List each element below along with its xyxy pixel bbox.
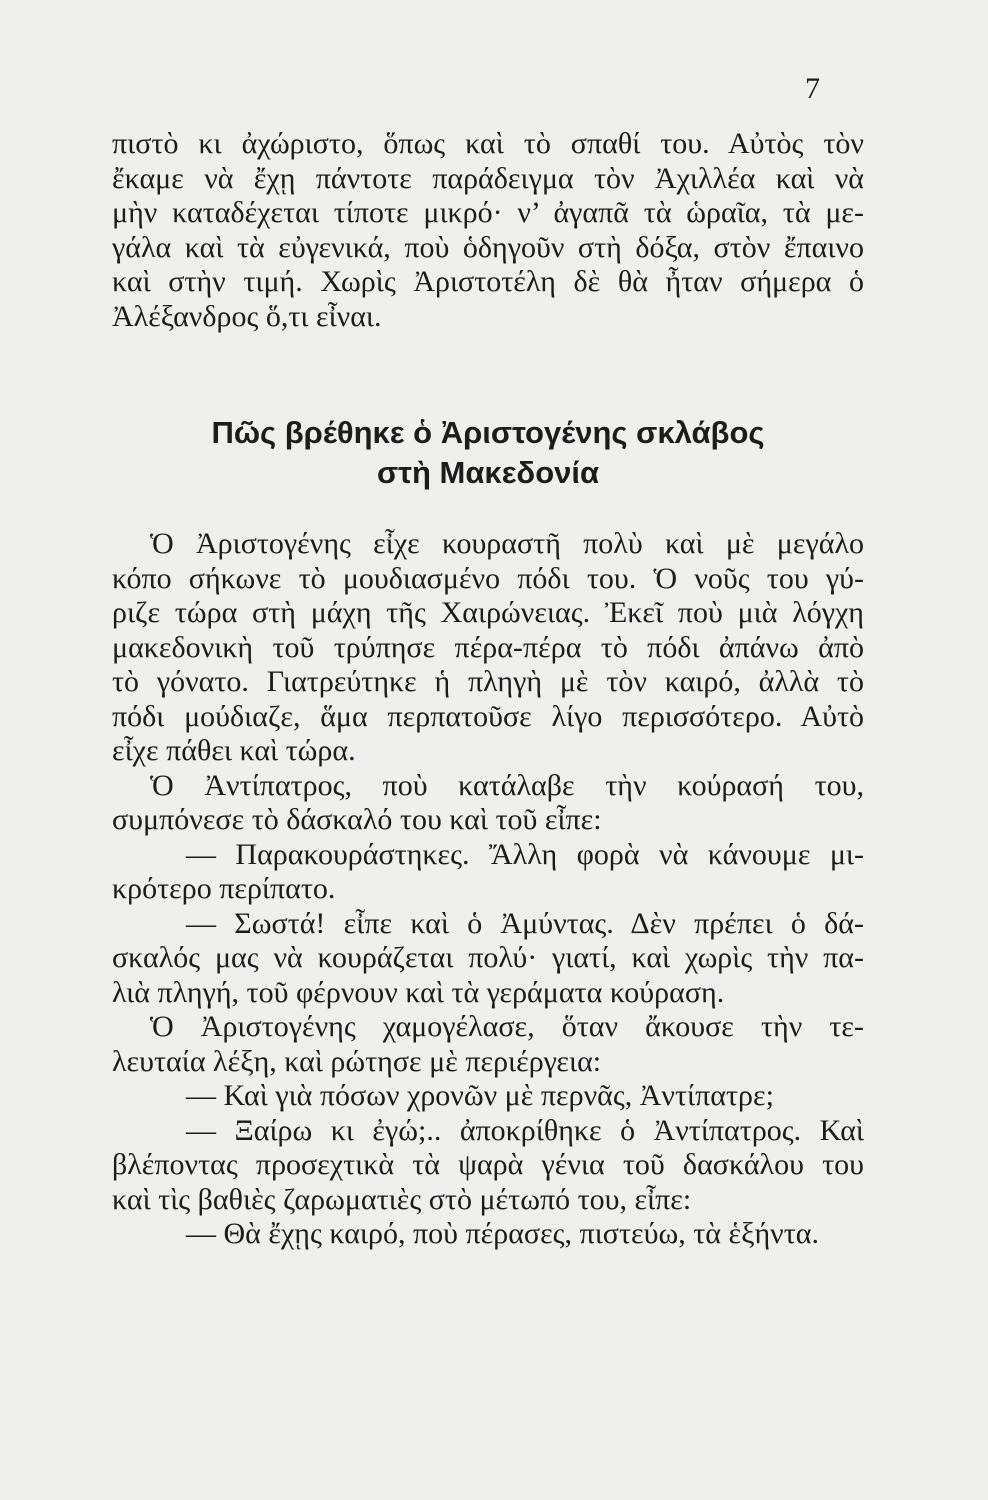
- text-line: μακεδονικὴ τοῦ τρύπησε πέρα-πέρα τὸ πόδι ἀπάνω ἀπὸ: [112, 630, 864, 664]
- text-line: καὶ τὶς βαθιὲς ζαρωματιὲς στὸ μέτωπό του, εἶπε:: [112, 1182, 692, 1216]
- text-line: εἶχε πάθει καὶ τώρα.: [112, 734, 356, 767]
- dialogue-line: — Καὶ γιὰ πόσων χρονῶν μὲ περνᾶς, Ἀντίπατρε;: [186, 1079, 774, 1112]
- text-line: ριζε τώρα στὴ μάχη τῆς Χαιρώνειας. Ἐκεῖ ποὺ μιὰ λόγχη: [112, 596, 864, 629]
- page-number: 7: [805, 72, 820, 105]
- text-line: Ὁ Ἀντίπατρος, ποὺ κατάλαβε τὴν κούρασή του,: [150, 768, 864, 802]
- text-line: Ἀλέξανδρος ὅ,τι εἶναι.: [112, 299, 382, 333]
- dialogue-line: — Θὰ ἔχῃς καιρό, ποὺ πέρασες, πιστεύω, τὰ ἑξήντα.: [186, 1217, 819, 1250]
- text-line: συμπόνεσε τὸ δάσκαλό του καὶ τοῦ εἶπε:: [112, 803, 602, 836]
- dialogue-line: — Παρακουράστηκες. Ἄλλη φορὰ νὰ κάνουμε μι-: [186, 837, 864, 871]
- text-line: κρότερο περίπατο.: [112, 872, 336, 905]
- dialogue-line: — Ξαίρω κι ἐγώ;.. ἀποκρίθηκε ὁ Ἀντίπατρος. Καὶ: [186, 1113, 864, 1147]
- text-line: Ὁ Ἀριστογένης εἶχε κουραστῆ πολὺ καὶ μὲ μεγάλο: [150, 527, 864, 560]
- dialogue-line: — Σωστά! εἶπε καὶ ὁ Ἀμύντας. Δὲν πρέπει ὁ δά-: [186, 906, 864, 940]
- text-line: τὸ γόνατο. Γιατρεύτηκε ἡ πληγὴ μὲ τὸν καιρό, ἀλλὰ τὸ: [112, 665, 864, 698]
- chapter-body: [112, 527, 864, 1252]
- text-line: κόπο σήκωνε τὸ μουδιασμένο πόδι του. Ὁ νοῦς του γύ-: [112, 561, 864, 595]
- text-line: πόδι μούδιαζε, ἅμα περπατοῦσε λίγο περισσότερο. Αὐτὸ: [112, 699, 864, 733]
- text-line: πιστὸ κι ἀχώριστο, ὅπως καὶ τὸ σπαθί του. Αὐτὸς τὸν: [112, 127, 864, 160]
- heading-line: Πῶς βρέθηκε ὁ Ἀριστογένης σκλάβος: [211, 415, 765, 450]
- heading-line: στὴ Μακεδονία: [376, 455, 600, 490]
- text-line: καὶ στὴν τιμή. Χωρὶς Ἀριστοτέλη δὲ θὰ ἦταν σήμερα ὁ: [112, 265, 864, 298]
- text-line: λιὰ πληγή, τοῦ φέρνουν καὶ τὰ γεράματα κούραση.: [112, 975, 725, 1009]
- text-line: γάλα καὶ τὰ εὐγενικά, ποὺ ὁδηγοῦν στὴ δόξα, στὸν ἔπαινο: [112, 230, 864, 264]
- chapter-heading: [112, 413, 864, 493]
- opening-paragraph: [112, 127, 864, 334]
- text-line: βλέποντας προσεχτικὰ τὰ ψαρὰ γένια τοῦ δασκάλου του: [112, 1148, 864, 1181]
- text-line: σκαλός μας νὰ κουράζεται πολύ· γιατί, καὶ χωρὶς τὴν πα-: [112, 941, 864, 974]
- text-line: ἔκαμε νὰ ἔχῃ πάντοτε παράδειγμα τὸν Ἀχιλλέα καὶ νὰ: [112, 161, 864, 195]
- text-line: λευταία λέξη, καὶ ρώτησε μὲ περιέργεια:: [112, 1044, 602, 1078]
- text-line: μὴν καταδέχεται τίποτε μικρό· ν’ ἀγαπᾶ τὰ ὡραῖα, τὰ με-: [112, 196, 864, 229]
- text-line: Ὁ Ἀριστογένης χαμογέλασε, ὅταν ἄκουσε τὴν τε-: [150, 1010, 864, 1043]
